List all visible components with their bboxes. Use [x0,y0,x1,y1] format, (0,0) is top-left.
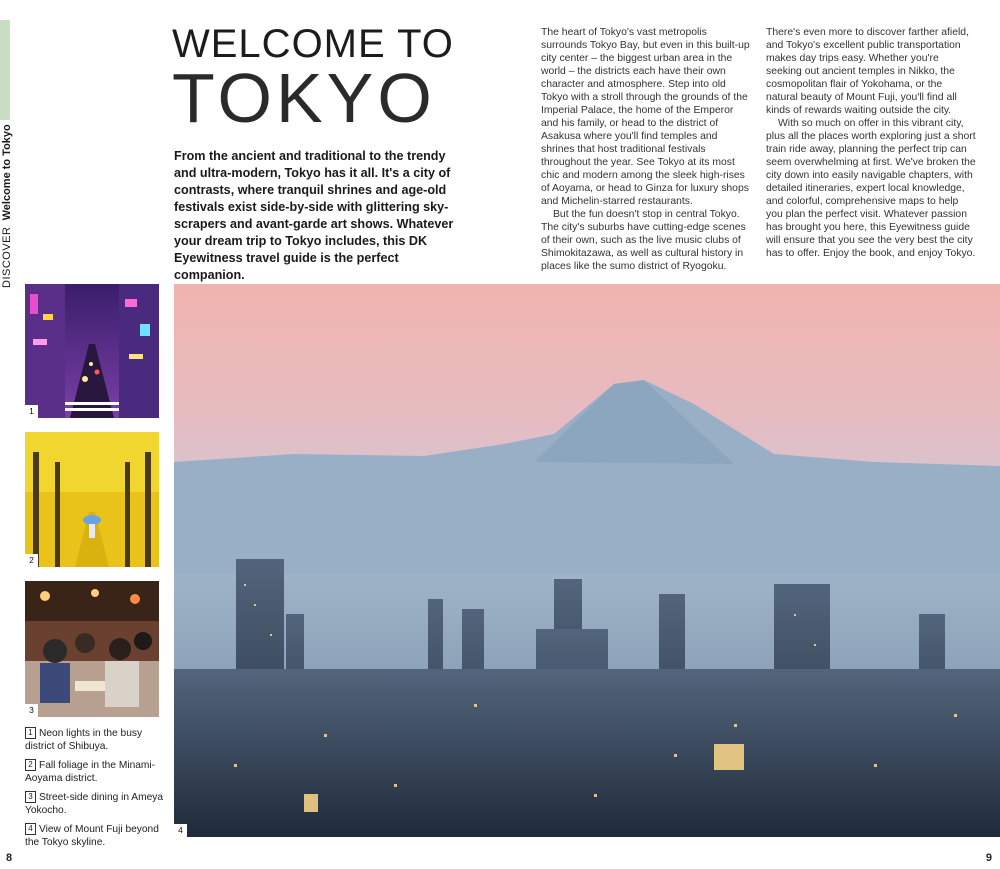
caption-number: 1 [25,727,36,739]
page-number-right: 9 [985,852,992,864]
caption-number: 4 [25,823,36,835]
caption-item [25,791,165,817]
photo-number: 3 [25,704,38,717]
intro-paragraph: From the ancient and traditional to the trendy and ultra-modern, Tokyo has it all. It's a city of contrasts, where tranquil shrines and age-old festivals exist side-by-side with glittering sky-scrapers and avant-garde art shows. Whatever your dream trip to Tokyo includes, this DK Eyewitness travel guide is the perfect companion. [174,149,454,282]
section-label: DISCOVER [1,226,13,288]
section-color-bar [0,20,10,120]
body-paragraph: But the fun doesn't stop in central Tokyo. The city's suburbs have cutting-edge scenes of their own, such as the live music clubs of Shimokitazawa, as well as cultural history in places like the sumo district of Ryogoku. [541,209,746,272]
body-paragraph: The heart of Tokyo's vast metropolis surrounds Tokyo Bay, but even in this built-up city center – the biggest urban area in the world – the districts each have their own character and atmosphere. Step into old Tokyo with a stroll through the grounds of the Imperial Palace, the home of the Emperor and his family, or head to the district of Asakusa where you'll find temples and shrines that host traditional festivals throughout the year. See Tokyo at its most chic and modern among the sleek high-rises of Aoyama, or head to Ginza for luxury shops and Michelin-starred restaurants. [541,27,750,207]
photo-number: 2 [25,554,38,567]
body-paragraph: With so much on offer in this vibrant city, plus all the places worth exploring just a short train ride away, planning the perfect trip can seem overwhelming at first. We've broken the city down into easily navigable chapters, with detailed itineraries, expert local knowledge, and colorful, comprehensive maps to help you plan the perfect visit. Whatever passion has brought you here, this Eyewitness guide will ensure that you see the very best the city has to offer. Enjoy the book, and enjoy Tokyo. [766,118,976,259]
caption-number: 2 [25,759,36,771]
caption-item [25,823,165,849]
photo-shibuya-neon [25,284,159,418]
photo-number: 1 [25,405,38,418]
title-line-2: TOKYO [172,59,436,137]
caption-text: Neon lights in the busy district of Shibuya. [25,728,143,752]
photo-street-dining [25,581,159,717]
photo-number: 4 [174,824,187,837]
title-line-1: WELCOME TO [172,22,454,66]
caption-text: View of Mount Fuji beyond the Tokyo skyline. [25,824,159,848]
caption-item [25,727,165,753]
running-header [0,124,14,288]
photo-fall-foliage [25,432,159,567]
body-column-2 [766,26,976,260]
caption-number: 3 [25,791,36,803]
caption-text: Fall foliage in the Minami-Aoyama district. [25,760,156,784]
photo-captions [25,727,165,855]
hero-photo-mount-fuji [174,284,1000,837]
body-column-1 [541,26,751,273]
caption-text: Street-side dining in Ameya Yokocho. [25,792,164,816]
page-title [172,22,454,137]
caption-item [25,759,165,785]
chapter-label: Welcome to Tokyo [1,124,13,221]
body-paragraph: There's even more to discover farther afield, and Tokyo's excellent public transportation makes day trips easy. Whether you're seeking out ancient temples in Nikko, the cosmopolitan flair of Yokohama, or the natural beauty of Mount Fuji, you'll find all kinds of rewards waiting outside the city. [766,27,969,116]
page-number-left: 8 [6,852,13,864]
